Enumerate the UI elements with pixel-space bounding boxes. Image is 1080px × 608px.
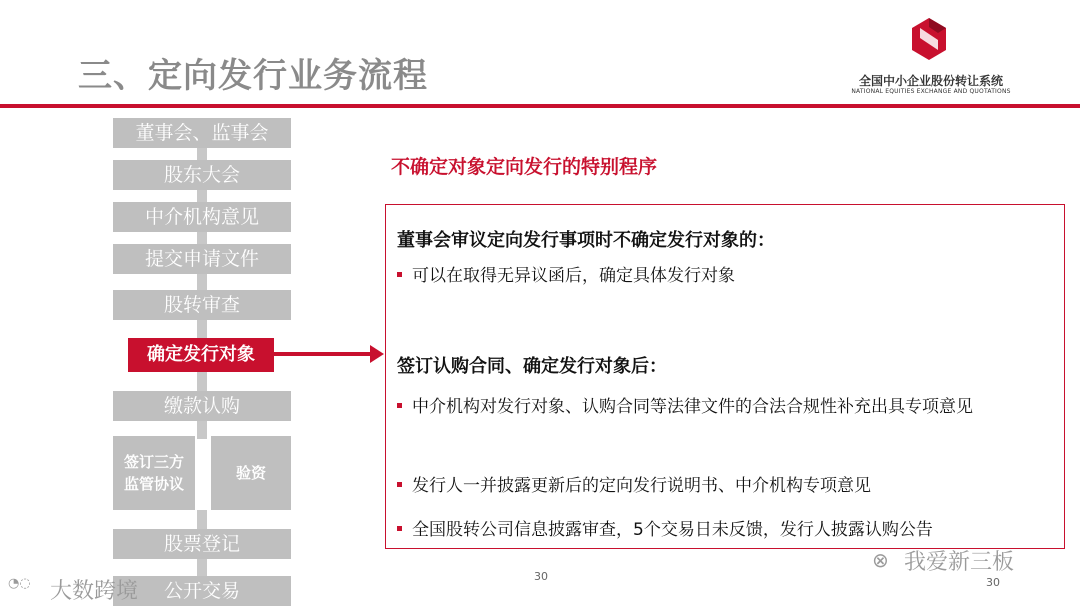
section1-heading: 董事会审议定向发行事项时不确定发行对象的： [397,230,775,251]
bullet-square-icon [397,482,402,487]
watermark-left: 大数跨境 [50,579,139,604]
flow-step-review: 股转审查 [113,290,291,320]
bullet-square-icon [397,272,402,277]
logo-text-cn: 全国中小企业股份转让系统 [858,74,1003,88]
section-subtitle: 不确定对象定向发行的特别程序 [391,156,658,178]
page-title: 三、定向发行业务流程 [78,56,428,96]
flow-step-capital-verification: 验资 [211,436,291,510]
page-number-corner: 30 [986,576,1000,589]
flow-step-determine-investors: 确定发行对象 [128,338,274,372]
page-number: 30 [534,570,548,583]
flow-step-public-trading: 公开交易 [113,576,291,606]
flow-connector [197,421,207,439]
flow-connector [197,558,207,578]
watermark-right: 我爱新三板 [904,550,1015,575]
flow-connector [197,510,207,530]
section2-heading: 签订认购合同、确定发行对象后： [397,356,667,377]
list-item: 全国股转公司信息披露审查，5个交易日未反馈，发行人披露认购公告 [397,513,933,547]
flow-step-intermediary-opinion: 中介机构意见 [113,202,291,232]
neeq-logo-icon [912,18,946,60]
flow-step-shareholders-meeting: 股东大会 [113,160,291,190]
arrow-right-icon [274,343,386,365]
wechat-icon: ⊗ [872,548,889,572]
list-item: 发行人一并披露更新后的定向发行说明书、中介机构专项意见 [397,469,871,503]
flow-step-payment: 缴款认购 [113,391,291,421]
bullet-square-icon [397,526,402,531]
flow-step-board: 董事会、监事会 [113,118,291,148]
header-divider [0,104,1080,108]
list-item: 中介机构对发行对象、认购合同等法律文件的合法合规性补充出具专项意见 [397,390,1061,424]
bullet-square-icon [397,403,402,408]
list-item: 可以在取得无异议函后，确定具体发行对象 [397,259,735,293]
flow-step-supervision-agreement: 签订三方监管协议 [113,436,195,510]
flow-step-submit-application: 提交申请文件 [113,244,291,274]
logo-text-en: NATIONAL EQUITIES EXCHANGE AND QUOTATIONS [851,88,1011,95]
watermark-logo-icon: ◔◌ [8,576,31,591]
flow-step-share-registration: 股票登记 [113,529,291,559]
